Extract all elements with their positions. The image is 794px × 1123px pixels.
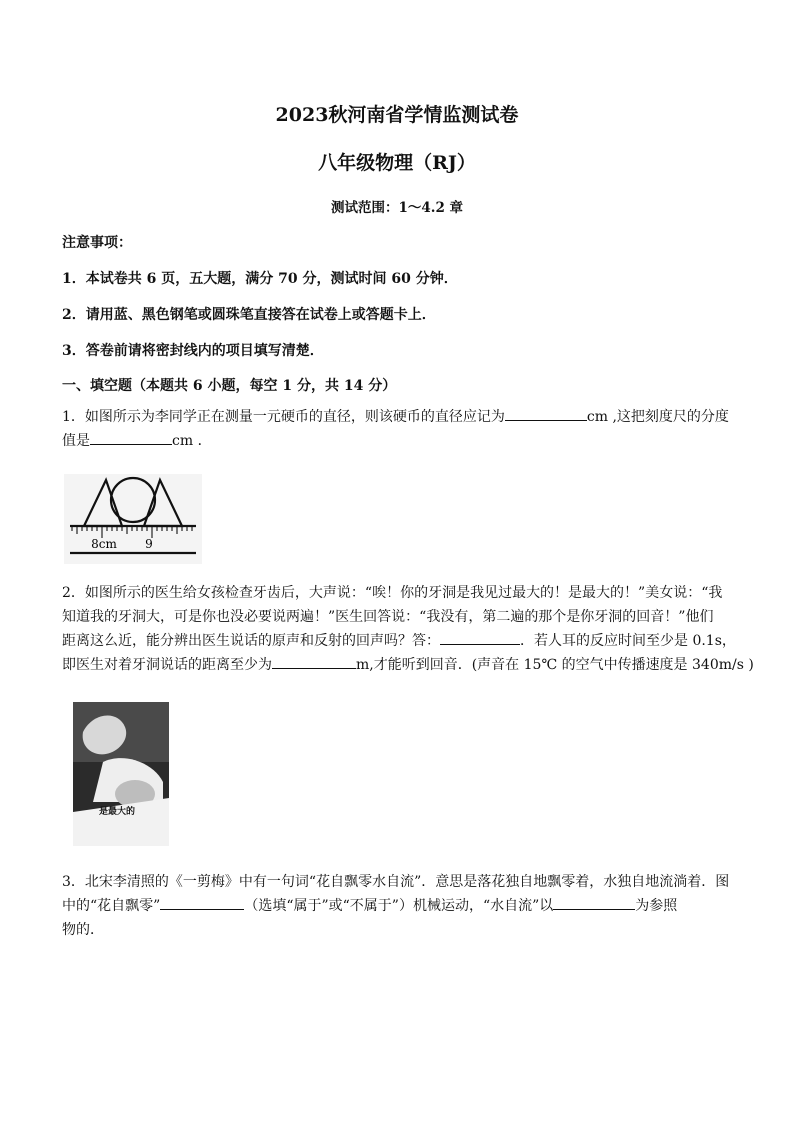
q3-text-b: （选填“属于”或“不属于”）机械运动，“水自流”以: [244, 898, 554, 914]
exam-subtitle: 八年级物理（RJ）: [318, 152, 476, 174]
question-2-line-1: 2．如图所示的医生给女孩检查牙齿后，大声说：“唉！你的牙洞是我见过最大的！是最大的！”美女说：“我: [62, 585, 723, 601]
question-1: [62, 405, 738, 453]
photo-caption: 是最大的: [98, 807, 136, 817]
section-heading: 一、填空题（本题共 6 小题，每空 1 分，共 14 分）: [62, 378, 397, 394]
q1-text-b: cm ,这把刻度尺的分度: [586, 409, 729, 425]
question-1-line-2: [62, 429, 738, 453]
question-3: [62, 870, 738, 942]
question-2-line-2: 知道我的牙洞大，可是你也没必要说两遍！”医生回答说：“我没有，第二遍的那个是你牙洞的回音！”他们: [62, 609, 714, 625]
question-3-line-3: 物的．: [62, 922, 104, 938]
question-3-line-2: [62, 894, 738, 918]
q2-text-b: ．若人耳的反应时间至少是 0.1s，: [520, 633, 736, 649]
question-2-line-4: [62, 653, 754, 677]
doctor-photo-figure: [73, 702, 169, 846]
q1-text-a: 1．如图所示为李同学正在测量一元硬币的直径，则该硬币的直径应记为: [62, 409, 505, 425]
ruler-label-9: 9: [145, 537, 153, 551]
notes-heading: 注意事项：: [62, 235, 132, 251]
q1-text-c: 值是: [62, 433, 90, 449]
q2-answer-blank-1[interactable]: [440, 630, 520, 645]
q3-text-a: 中的“花自飘零”: [62, 898, 161, 914]
ruler-label-8: 8cm: [91, 537, 117, 551]
coin-ruler-figure: [64, 474, 202, 564]
q2-answer-blank-2[interactable]: [272, 654, 356, 669]
note-item-1: 1．本试卷共 6 页，五大题，满分 70 分，测试时间 60 分钟．: [62, 271, 458, 287]
q2-text-c: 即医生对着牙洞说话的距离至少为: [62, 657, 272, 673]
exam-title: 2023秋河南省学情监测试卷: [275, 104, 519, 126]
q3-text-c: 为参照: [635, 898, 678, 914]
question-2: [62, 581, 754, 677]
note-item-3: 3．答卷前请将密封线内的项目填写清楚．: [62, 343, 324, 359]
q3-answer-blank-1[interactable]: [160, 895, 244, 910]
note-item-2: 2．请用蓝、黑色钢笔或圆珠笔直接答在试卷上或答题卡上．: [62, 307, 436, 323]
question-2-line-3: [62, 629, 738, 653]
q2-text-d: m,才能听到回音．(声音在 15℃ 的空气中传播速度是 340m/s ): [356, 657, 754, 673]
question-1-line-1: [62, 405, 738, 429]
q3-answer-blank-2[interactable]: [553, 895, 635, 910]
q1-text-d: cm ．: [172, 433, 212, 449]
q1-answer-blank-2[interactable]: [90, 430, 172, 445]
question-3-line-1: 3．北宋李清照的《一剪梅》中有一句词“花自飘零水自流”．意思是落花独自地飘零着，水独自地流淌着．图: [62, 874, 730, 890]
q1-answer-blank-1[interactable]: [505, 406, 587, 421]
test-scope: 测试范围：1～4.2 章: [330, 200, 464, 216]
q2-text-a: 距离这么近，能分辨出医生说话的原声和反射的回声吗？答：: [62, 633, 440, 649]
figure-background: [64, 474, 202, 564]
